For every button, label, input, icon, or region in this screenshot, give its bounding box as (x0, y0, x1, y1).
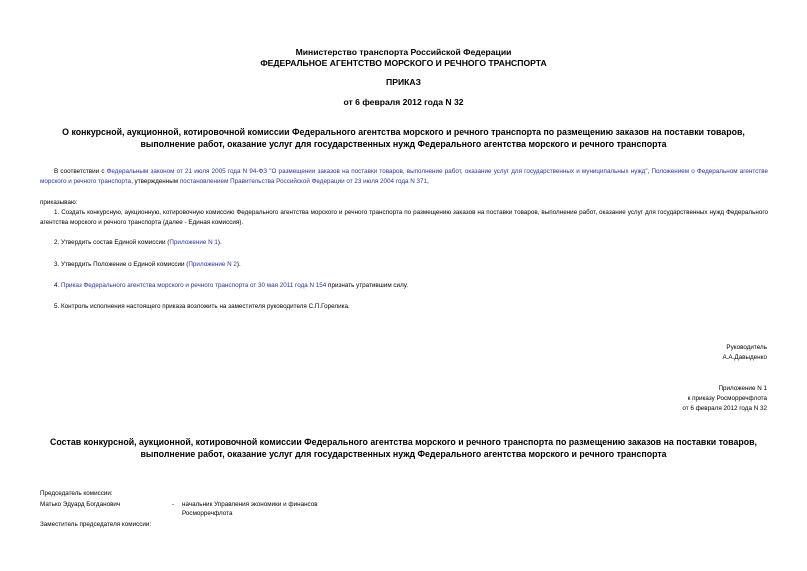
chair-position-line1: начальник Управления экономики и финансов (182, 501, 318, 508)
ministry-heading: Министерство транспорта Российской Федерации (295, 47, 512, 57)
item-1: 1. Создать конкурсную, аукционную, котировочную комиссию Федерального агентства морского и речного транспорта по размещению заказов на поставки товаров, выполнение работ, оказание услуг для государственных нужд Федерального агентства морского и речного транспорта (далее - Единая комиссия). (40, 209, 768, 226)
item-3-text: 3. Утвердить Положение о Единой комиссии ( (54, 261, 189, 268)
item-3-end: ). (236, 261, 241, 268)
item-2-text: 2. Утвердить состав Единой комиссии ( (54, 239, 170, 246)
appendix-1-link[interactable]: Приложение N 1 (169, 239, 218, 246)
item-4 (40, 281, 768, 291)
item-4-text: 4. (54, 282, 62, 289)
member-dash: - (172, 501, 175, 508)
government-decree-link[interactable]: постановлением Правительства Российской Федерации от 23 июля 2004 года N 371 (179, 177, 428, 185)
agency-heading: ФЕДЕРАЛЬНОЕ АГЕНТСТВО МОРСКОГО И РЕЧНОГО ТРАНСПОРТА (260, 58, 547, 68)
item-5: 5. Контроль исполнения настоящего приказа возложить на заместителя руководителя С.П.Горелика. (54, 303, 350, 310)
item-2-end: ). (217, 239, 222, 246)
item-2 (40, 238, 768, 248)
order-title-line2: выполнение работ, оказание услуг для государственных нужд Федерального агентства морского и речного транспорта (140, 139, 667, 149)
doc-type-heading: ПРИКАЗ (386, 77, 421, 87)
preamble-paragraph (40, 167, 768, 186)
chair-position-line2: Росморречфлота (182, 510, 233, 517)
preamble-text-2: , (647, 168, 652, 175)
composition-title-line1: Состав конкурсной, аукционной, котировочной комиссии Федерального агентства морского и речного транспорта по размещению заказов на поставки товаров, (50, 437, 757, 447)
preamble-text-3: , утвержденным (131, 177, 180, 185)
appendix-label: Приложение N 1 (718, 385, 767, 392)
chair-name: Матько Эдуард Богданович (40, 501, 121, 508)
order-title-line1: О конкурсной, аукционной, котировочной комиссии Федерального агентства морского и речного транспорта по размещению заказов на поставки товаров, (62, 127, 745, 137)
federal-law-link[interactable]: Федеральным законом от 21 июля 2005 года N 94-ФЗ "О размещении заказов на поставки товаров, выполнение работ, оказание услуг для государственных и муниципальных нужд" (106, 168, 648, 175)
preamble-text-4: , (427, 177, 429, 185)
deputy-label: Заместитель председателя комиссии: (40, 521, 152, 528)
regulation-link[interactable]: Положением о Федеральном агентстве морского и речного транспорта (40, 168, 769, 185)
chair-label: Председатель комиссии: (40, 490, 113, 497)
appendix-date: от 6 февраля 2012 года N 32 (682, 405, 767, 412)
order-word: приказываю: (40, 199, 78, 206)
signature-name: А.А.Давыденко (722, 354, 767, 361)
date-number-heading: от 6 февраля 2012 года N 32 (343, 97, 464, 107)
previous-order-link[interactable]: Приказ Федерального агентства морского и речного транспорта от 30 мая 2011 года N 154 (61, 282, 327, 289)
appendix-to-order: к приказу Росморречфлота (687, 395, 767, 402)
signature-role: Руководитель (726, 344, 767, 351)
preamble-text-1: В соответствии с (54, 168, 107, 175)
composition-title-line2: выполнение работ, оказание услуг для государственных нужд Федерального агентства морского и речного транспорта (140, 449, 667, 459)
appendix-2-link[interactable]: Приложение N 2 (188, 261, 237, 268)
item-3 (40, 260, 768, 270)
item-4-end: признать утратившим силу. (326, 282, 409, 289)
